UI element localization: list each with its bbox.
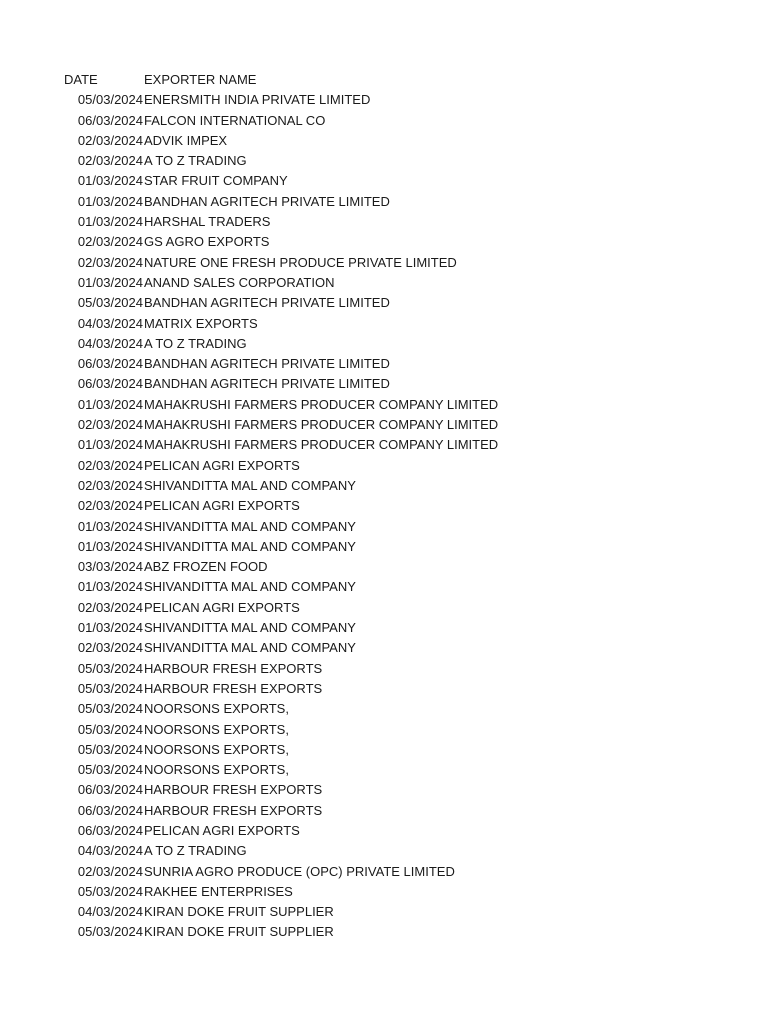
date-cell: 01/03/2024 [77,396,143,412]
exporter-name-cell: PELICAN AGRI EXPORTS [144,599,300,615]
date-cell: 01/03/2024 [77,173,143,189]
exporter-name-cell: STAR FRUIT COMPANY [144,173,288,189]
date-cell: 01/03/2024 [77,620,143,636]
exporter-name-cell: A TO Z TRADING [144,335,247,351]
table-row [64,841,724,861]
date-cell: 06/03/2024 [77,782,143,798]
table-row [64,902,724,922]
exporter-name-cell: MATRIX EXPORTS [144,315,258,331]
exporter-name-cell: PELICAN AGRI EXPORTS [144,822,300,838]
table-row [64,171,724,191]
table-row [64,232,724,252]
exporter-name-cell: MAHAKRUSHI FARMERS PRODUCER COMPANY LIMITED [144,417,499,433]
table-header-row [64,70,724,90]
date-cell: 05/03/2024 [77,680,143,696]
date-cell: 04/03/2024 [77,843,143,859]
date-cell: 05/03/2024 [77,701,143,717]
exporter-name-cell: ABZ FROZEN FOOD [144,559,268,575]
date-cell: 04/03/2024 [77,335,143,351]
exporter-name-column-header: EXPORTER NAME [144,72,257,87]
table-row [64,862,724,882]
table-row [64,882,724,902]
table-row [64,415,724,435]
exporter-name-cell: BANDHAN AGRITECH PRIVATE LIMITED [144,376,390,392]
table-row [64,638,724,658]
date-cell: 02/03/2024 [77,153,143,169]
exporter-table [64,70,724,943]
date-cell: 02/03/2024 [77,234,143,250]
exporter-name-cell: A TO Z TRADING [144,843,247,859]
table-row [64,151,724,171]
exporter-name-cell: SUNRIA AGRO PRODUCE (OPC) PRIVATE LIMITED [144,863,455,879]
table-row [64,293,724,313]
exporter-name-cell: GS AGRO EXPORTS [144,234,270,250]
table-row [64,496,724,516]
exporter-name-cell: BANDHAN AGRITECH PRIVATE LIMITED [144,295,390,311]
exporter-name-cell: ANAND SALES CORPORATION [144,274,335,290]
date-cell: 02/03/2024 [77,457,143,473]
exporter-name-cell: NOORSONS EXPORTS, [144,741,289,757]
date-cell: 01/03/2024 [77,579,143,595]
exporter-name-cell: KIRAN DOKE FRUIT SUPPLIER [144,904,334,920]
exporter-name-cell: MAHAKRUSHI FARMERS PRODUCER COMPANY LIMITED [144,396,499,412]
table-row [64,821,724,841]
exporter-name-cell: SHIVANDITTA MAL AND COMPANY [144,477,356,493]
table-row [64,618,724,638]
table-row [64,435,724,455]
date-cell: 05/03/2024 [77,883,143,899]
exporter-name-cell: SHIVANDITTA MAL AND COMPANY [144,620,356,636]
date-cell: 05/03/2024 [77,721,143,737]
date-cell: 06/03/2024 [77,356,143,372]
table-row [64,253,724,273]
table-row [64,131,724,151]
exporter-name-cell: SHIVANDITTA MAL AND COMPANY [144,579,356,595]
date-cell: 06/03/2024 [77,822,143,838]
table-body [64,90,724,942]
table-row [64,801,724,821]
exporter-name-cell: BANDHAN AGRITECH PRIVATE LIMITED [144,193,390,209]
exporter-name-cell: BANDHAN AGRITECH PRIVATE LIMITED [144,356,390,372]
table-row [64,598,724,618]
table-row [64,334,724,354]
exporter-name-cell: HARBOUR FRESH EXPORTS [144,782,323,798]
exporter-name-cell: A TO Z TRADING [144,153,247,169]
table-row [64,679,724,699]
table-row [64,354,724,374]
exporter-name-cell: HARBOUR FRESH EXPORTS [144,660,323,676]
table-row [64,212,724,232]
date-cell: 06/03/2024 [77,802,143,818]
table-row [64,740,724,760]
table-row [64,273,724,293]
exporter-name-cell: SHIVANDITTA MAL AND COMPANY [144,640,356,656]
date-cell: 01/03/2024 [77,214,143,230]
table-row [64,314,724,334]
exporter-name-cell: NATURE ONE FRESH PRODUCE PRIVATE LIMITED [144,254,457,270]
exporter-name-cell: PELICAN AGRI EXPORTS [144,457,300,473]
date-cell: 02/03/2024 [77,863,143,879]
table-row [64,111,724,131]
table-row [64,922,724,942]
table-row [64,537,724,557]
table-row [64,456,724,476]
exporter-name-cell: HARBOUR FRESH EXPORTS [144,802,323,818]
date-cell: 06/03/2024 [77,376,143,392]
exporter-name-cell: SHIVANDITTA MAL AND COMPANY [144,518,356,534]
date-cell: 01/03/2024 [77,193,143,209]
table-row [64,374,724,394]
date-cell: 04/03/2024 [77,904,143,920]
table-row [64,476,724,496]
table-row [64,577,724,597]
table-row [64,720,724,740]
date-cell: 05/03/2024 [77,762,143,778]
date-cell: 02/03/2024 [77,599,143,615]
exporter-name-cell: SHIVANDITTA MAL AND COMPANY [144,538,356,554]
date-cell: 02/03/2024 [77,254,143,270]
date-cell: 02/03/2024 [77,498,143,514]
exporter-name-cell: PELICAN AGRI EXPORTS [144,498,300,514]
table-row [64,659,724,679]
table-row [64,557,724,577]
date-cell: 02/03/2024 [77,132,143,148]
table-row [64,192,724,212]
date-cell: 02/03/2024 [77,417,143,433]
date-cell: 02/03/2024 [77,477,143,493]
date-cell: 02/03/2024 [77,640,143,656]
exporter-name-cell: FALCON INTERNATIONAL CO [144,112,326,128]
date-cell: 05/03/2024 [77,295,143,311]
date-cell: 01/03/2024 [77,518,143,534]
table-row [64,699,724,719]
exporter-name-cell: HARBOUR FRESH EXPORTS [144,680,323,696]
date-cell: 06/03/2024 [77,112,143,128]
exporter-name-cell: ADVIK IMPEX [144,132,228,148]
exporter-name-cell: NOORSONS EXPORTS, [144,762,289,778]
date-cell: 05/03/2024 [77,924,143,940]
date-column-header: DATE [64,72,98,87]
table-row [64,760,724,780]
date-cell: 01/03/2024 [77,437,143,453]
date-cell: 05/03/2024 [77,92,143,108]
exporter-name-cell: NOORSONS EXPORTS, [144,721,289,737]
table-row [64,90,724,110]
table-row [64,395,724,415]
table-row [64,780,724,800]
date-cell: 03/03/2024 [77,559,143,575]
date-cell: 05/03/2024 [77,660,143,676]
exporter-name-cell: HARSHAL TRADERS [144,214,271,230]
table-row [64,517,724,537]
exporter-name-cell: RAKHEE ENTERPRISES [144,883,293,899]
date-cell: 04/03/2024 [77,315,143,331]
date-cell: 05/03/2024 [77,741,143,757]
date-cell: 01/03/2024 [77,274,143,290]
date-cell: 01/03/2024 [77,538,143,554]
exporter-name-cell: ENERSMITH INDIA PRIVATE LIMITED [144,92,371,108]
exporter-name-cell: MAHAKRUSHI FARMERS PRODUCER COMPANY LIMITED [144,437,499,453]
exporter-name-cell: KIRAN DOKE FRUIT SUPPLIER [144,924,334,940]
exporter-name-cell: NOORSONS EXPORTS, [144,701,289,717]
